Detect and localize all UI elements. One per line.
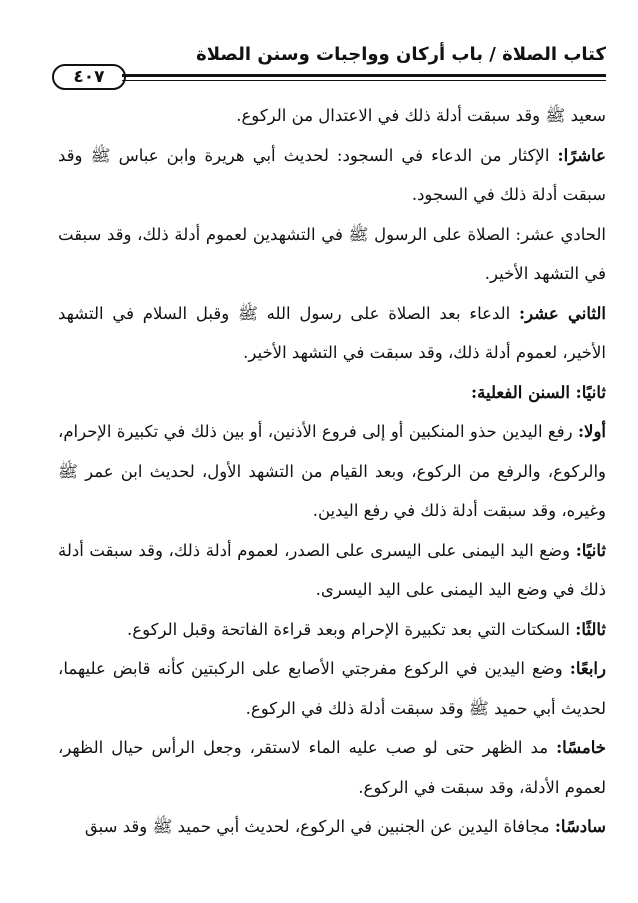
paragraph: الحادي عشر: الصلاة على الرسول ﷺ في التشهدين لعموم أدلة ذلك، وقد سبقت في التشهد الأخير. [58,224,606,283]
header-rule [122,74,606,77]
page-header [52,44,606,92]
paragraph: ثالثًا: السكتات التي بعد تكبيرة الإحرام وبعد قراءة الفاتحة وقبل الركوع. [127,619,606,639]
page-number: ٤٠٧ [52,64,126,90]
paragraph: سادسًا: مجافاة اليدين عن الجنبين في الركوع، لحديث أبي حميد ﷺ وقد سبق [84,817,606,836]
body-text [58,96,606,847]
running-header-title: كتاب الصلاة / باب أركان وواجبات وسنن الصلاة [196,44,606,65]
paragraph: أولا: رفع اليدين حذو المنكبين أو إلى فروع الأذنين، أو بين ذلك في تكبيرة الإحرام، والركوع، والرفع من الركوع، وبعد القيام من التشهد الأول، لحديث ابن عمر ﷺ وغيره، وقد سبقت أدلة ذلك في رفع اليدين. [58,422,606,520]
header-rule-thin [122,80,606,81]
paragraph: خامسًا: مد الظهر حتى لو صب عليه الماء لاستقر، وجعل الرأس حيال الظهر، لعموم الأدلة، وقد سبقت في الركوع. [58,738,606,797]
paragraph: سعيد ﷺ وقد سبقت أدلة ذلك في الاعتدال من الركوع. [236,106,606,125]
paragraph: الثاني عشر: الدعاء بعد الصلاة على رسول الله ﷺ وقبل السلام في التشهد الأخير، لعموم أدلة ذلك، وقد سبقت في التشهد الأخير. [58,303,606,362]
paragraph: رابعًا: وضع اليدين في الركوع مفرجتي الأصابع على الركبتين كأنه قابض عليهما، لحديث أبي حميد ﷺ وقد سبقت أدلة ذلك في الركوع. [58,659,606,718]
section-heading: ثانيًا: السنن الفعلية: [471,382,606,402]
paragraph: ثانيًا: وضع اليد اليمنى على اليسرى على الصدر، لعموم أدلة ذلك، وقد سبقت أدلة ذلك في وضع اليد اليمنى على اليد اليسرى. [58,540,606,599]
paragraph: عاشرًا: الإكثار من الدعاء في السجود: لحديث أبي هريرة وابن عباس ﷺ وقد سبقت أدلة ذلك في السجود. [58,145,606,204]
